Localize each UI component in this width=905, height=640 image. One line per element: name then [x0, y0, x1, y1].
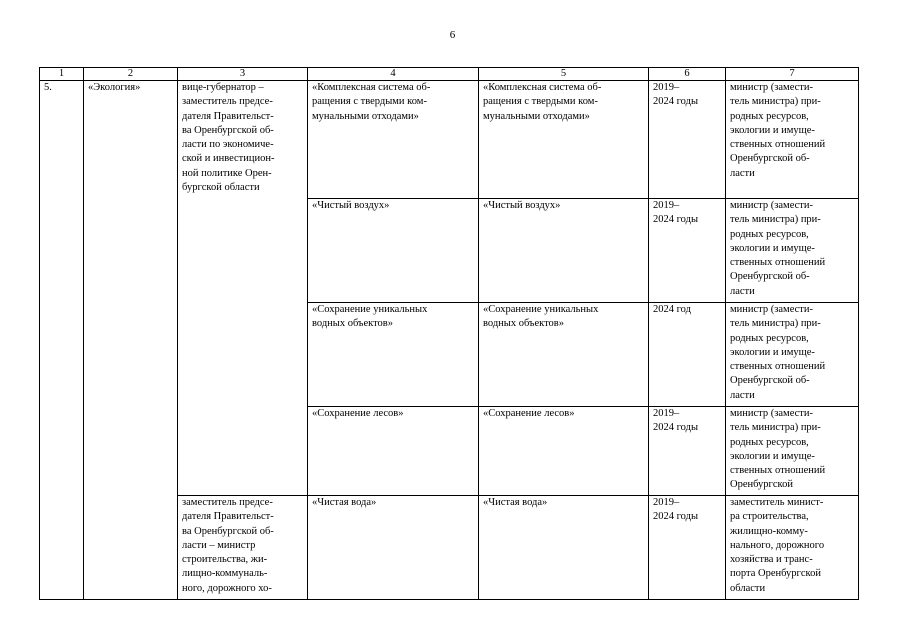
regional-project-cell: «Сохранение лесов» — [479, 407, 649, 496]
regional-project-cell: «Сохранение уникальных водных объектов» — [479, 303, 649, 407]
federal-project-cell: «Комплексная система об- ращения с твердыми ком- мунальными отходами» — [308, 81, 479, 199]
curator-cell: вице-губернатор – заместитель предсе- дателя Правительст- ва Оренбургской об- ласти по экономиче- ской и инвестицион- ной политике Орен- бургской области — [178, 81, 308, 496]
header-col-1: 1 — [40, 68, 84, 81]
header-col-7: 7 — [726, 68, 859, 81]
header-col-4: 4 — [308, 68, 479, 81]
responsible-cell: министр (замести- тель министра) при- родных ресурсов, экологии и имуще- ственных отношений Оренбургской об- ласти — [726, 303, 859, 407]
header-col-3: 3 — [178, 68, 308, 81]
responsible-cell: министр (замести- тель министра) при- родных ресурсов, экологии и имуще- ственных отношений Оренбургской об- ласти — [726, 199, 859, 303]
curator-cell: заместитель предсе- дателя Правительст- ва Оренбургской об- ласти – министр строительства, жи- лищно-коммуналь- ного, дорожного хо- — [178, 496, 308, 600]
responsible-cell: министр (замести- тель министра) при- родных ресурсов, экологии и имуще- ственных отношений Оренбургской — [726, 407, 859, 496]
table-row — [40, 81, 859, 199]
header-col-5: 5 — [479, 68, 649, 81]
projects-table — [39, 67, 859, 600]
federal-project-cell: «Чистый воздух» — [308, 199, 479, 303]
federal-project-cell: «Чистая вода» — [308, 496, 479, 600]
page-number: 6 — [449, 29, 456, 41]
responsible-cell: заместитель минист- ра строительства, жилищно-комму- нального, дорожного хозяйства и транс- порта Оренбургской области — [726, 496, 859, 600]
period-cell: 2019– 2024 годы — [649, 496, 726, 600]
header-col-6: 6 — [649, 68, 726, 81]
row-number: 5. — [40, 81, 84, 600]
federal-project-cell: «Сохранение лесов» — [308, 407, 479, 496]
table-header-row — [40, 68, 859, 81]
regional-project-cell: «Чистый воздух» — [479, 199, 649, 303]
responsible-cell: министр (замести- тель министра) при- родных ресурсов, экологии и имуще- ственных отношений Оренбургской об- ласти — [726, 81, 859, 199]
regional-project-cell: «Чистая вода» — [479, 496, 649, 600]
national-project-name: «Экология» — [84, 81, 178, 600]
period-cell: 2019– 2024 годы — [649, 407, 726, 496]
header-col-2: 2 — [84, 68, 178, 81]
period-cell: 2024 год — [649, 303, 726, 407]
period-cell: 2019– 2024 годы — [649, 199, 726, 303]
federal-project-cell: «Сохранение уникальных водных объектов» — [308, 303, 479, 407]
regional-project-cell: «Комплексная система об- ращения с твердыми ком- мунальными отходами» — [479, 81, 649, 199]
period-cell: 2019– 2024 годы — [649, 81, 726, 199]
